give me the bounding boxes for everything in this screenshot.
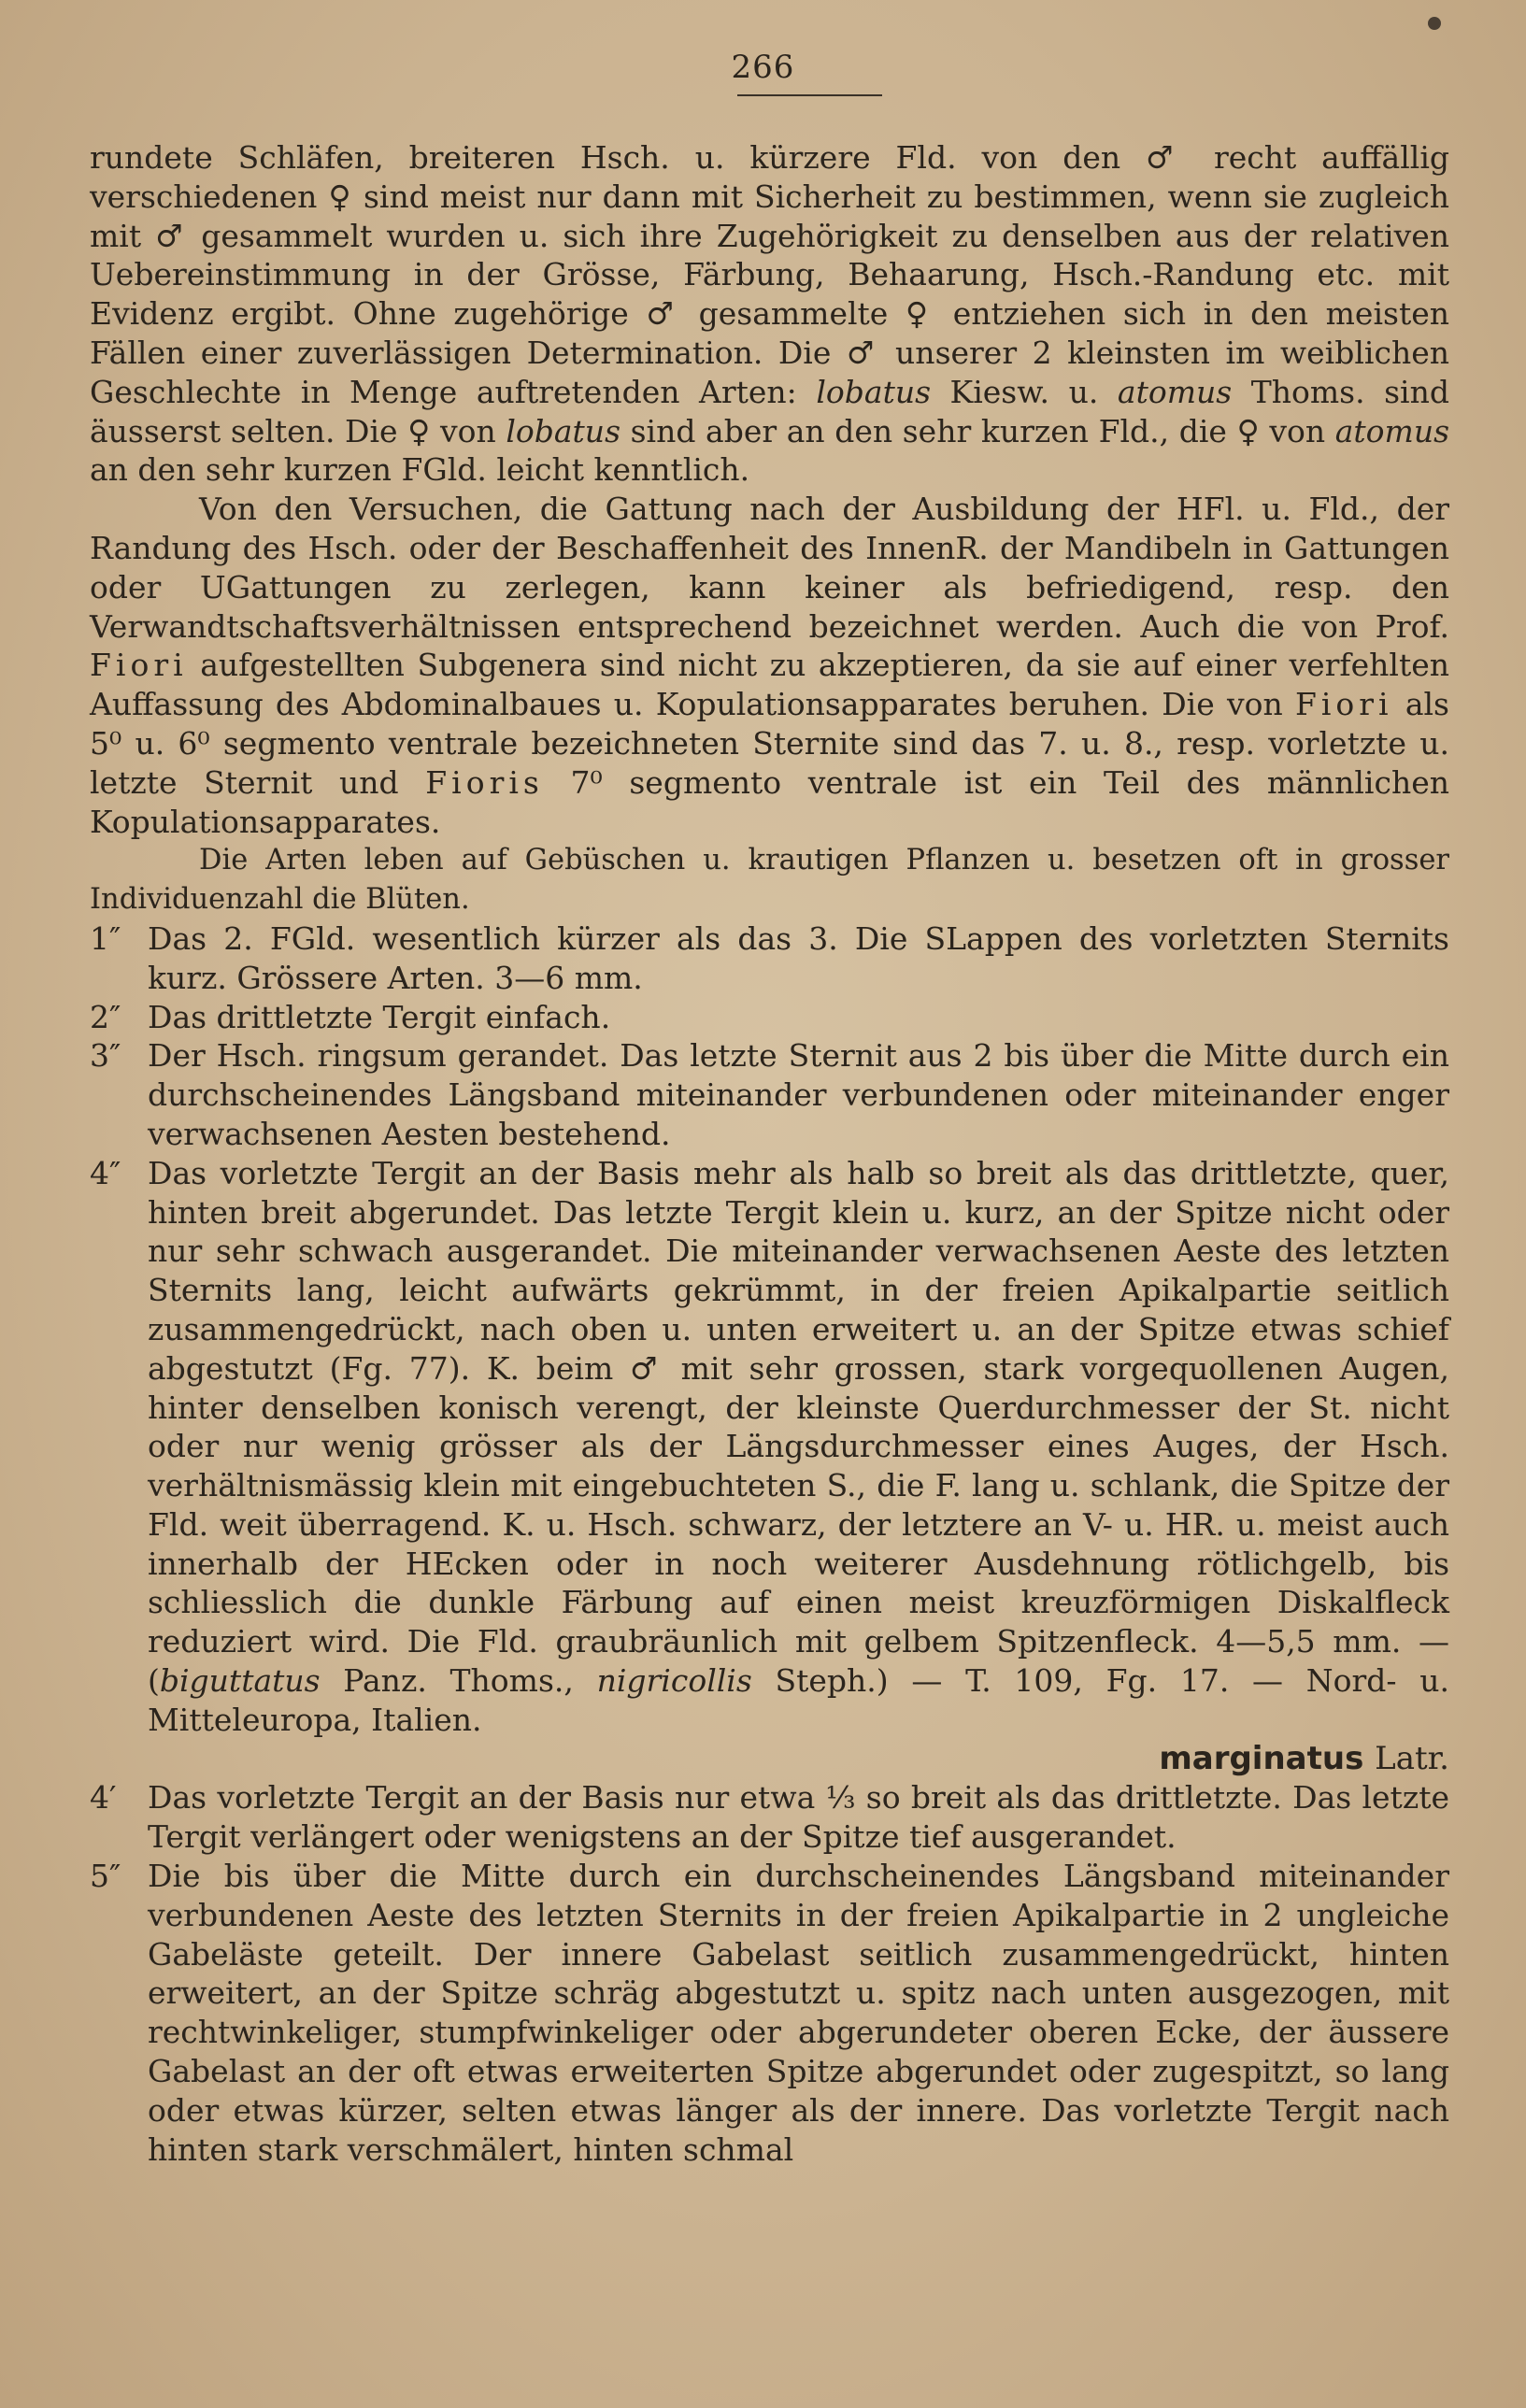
key-couplet-1: 1″ Das 2. FGld. wesentlich kürzer als das 3. Die SLappen des vorletzten Sternits kurz. Grössere Arten. 3—6 mm. (90, 919, 1449, 996)
key-couplet-4b: 4′ Das vorletzte Tergit an der Basis nur etwa ¹⁄₃ so breit als das drittletzte. Das letzte Tergit verlängert oder wenigstens an der Spitze tief ausgerandet. (90, 1779, 1449, 1856)
paragraph-habitat: Die Arten leben auf Gebüschen u. krautigen Pflanzen u. besetzen oft in grosser Individuenzahl die Blüten. (90, 844, 1449, 917)
key-couplet-3: 3″ Der Hsch. ringsum gerandet. Das letzte Sternit aus 2 bis über die Mitte durch ein durchscheinendes Längsband miteinander verbundenen oder miteinander enger verwachsenen Aesten bestehend. (90, 1037, 1449, 1152)
paragraph-sex-determination: rundete Schläfen, breiteren Hsch. u. kürzere Fld. von den ♂ recht auffällig verschiedenen ♀ sind meist nur dann mit Sicherheit zu bestimmen, wenn sie zugleich mit ♂ gesammelt wurden u. sich ihre Zugehörigkeit zu denselben aus der relativen Uebereinstimmung in der Grösse, Färbung, Behaarung, Hsch.-Randung etc. mit Evidenz ergibt. Ohne zugehörige ♂ gesammelte ♀ entziehen sich in den meisten Fällen einer zuverlässigen Determination. Die ♂ unserer 2 kleinsten im weiblichen Geschlechte in Menge auftretenden Arten: lobatus Kiesw. u. atomus Thoms. sind äusserst selten. Die ♀ von lobatus sind aber an den sehr kurzen Fld., die ♀ von atomus an den sehr kurzen FGld. leicht kenntlich. (90, 139, 1450, 489)
key-couplet-4: 4″ Das vorletzte Tergit an der Basis mehr als halb so breit als das drittletzte, quer, hinten breit abgerundet. Das letzte Tergit klein u. kurz, an der Spitze nicht oder nur sehr schwach ausgerandet. Die miteinander verwachsenen Aeste des letzten Sternits lang, leicht aufwärts gekrümmt, in der freien Apikalpartie seitlich zusammengedrückt, nach oben u. unten erweitert u. an der Spitze etwas schief abgestutzt (Fg. 77). K. beim ♂ mit sehr grossen, stark vorgequollenen Augen, hinter denselben konisch verengt, der kleinste Querdurchmesser der St. nicht oder nur wenig grösser als der Längsdurchmesser eines Auges, der Hsch. verhältnismässig klein mit eingebuchteten S., die F. lang u. schlank, die Spitze der Fld. weit überragend. K. u. Hsch. schwarz, der letztere an V- u. HR. u. meist auch innerhalb der HEcken oder in noch weiterer Ausdehnung rötlichgelb, bis schliesslich die dunkle Färbung auf einen meist kreuzförmigen Diskalfleck reduziert wird. Die Fld. graubräunlich mit gelbem Spitzenfleck. 4—5,5 mm. — (biguttatus Panz. Thoms., nigricollis Steph.) — T. 109, Fg. 17. — Nord- u. Mitteleuropa, Italien. marginatus Latr. (90, 1154, 1449, 1777)
species-name: marginatus Latr. (1159, 1739, 1449, 1777)
header-rule (737, 94, 882, 96)
key-couplet-2: 2″ Das drittletzte Tergit einfach. (90, 998, 611, 1035)
ink-stain (1428, 17, 1441, 30)
paragraph-classification: Von den Versuchen, die Gattung nach der Ausbildung der HFl. u. Fld., der Randung des Hsch. oder der Beschaffenheit des InnenR. der Mandibeln in Gattungen oder UGattungen zu zerlegen, kann keiner als befriedigend, resp. den Verwandtschaftsverhältnissen entsprechend bezeichnet werden. Auch die von Prof. Fiori aufgestellten Subgenera sind nicht zu akzeptieren, da sie auf einer verfehlten Auffassung des Abdominalbaues u. Kopulationsapparates beruhen. Die von Fiori als 5⁰ u. 6⁰ segmento ventrale bezeichneten Sternite sind das 7. u. 8., resp. vorletzte u. letzte Sternit und Fioris 7⁰ segmento ventrale ist ein Teil des männlichen Kopulationsapparates. (90, 491, 1449, 840)
key-couplet-5: 5″ Die bis über die Mitte durch ein durchscheinendes Längsband miteinander verbundenen Aeste des letzten Sternits in der freien Apikalpartie in 2 ungleiche Gabeläste geteilt. Der innere Gabelast seitlich zusammengedrückt, hinten erweitert, an der Spitze schräg abgestutzt u. spitz nach unten ausgezogen, mit rechtwinkeliger, stumpfwinkeliger oder abgerundeter oberen Ecke, der äussere Gabelast an der oft etwas erweiterten Spitze abgerundet oder zugespitzt, so lang oder etwas kürzer, selten etwas länger als der innere. Das vorletzte Tergit nach hinten stark verschmälert, hinten schmal (90, 1858, 1449, 2168)
page-body (90, 138, 1449, 2169)
page-number: 266 (731, 49, 795, 86)
